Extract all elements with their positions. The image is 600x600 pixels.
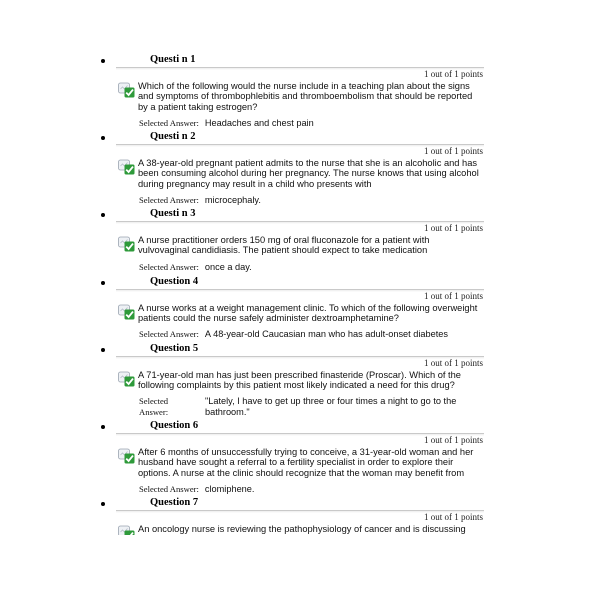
question-text: After 6 months of unsuccessfully trying to conceive, a 31-year-old woman and her husband have sought a referral to a fertility specialist in order to explore their options. A nurse at the clinic should recognize that the woman may benefit from — [138, 447, 474, 478]
selected-answer-label-line-1: Selected — [139, 396, 169, 406]
question-title: Questi n 3 — [150, 208, 196, 219]
list-bullet — [101, 348, 105, 352]
question-points: 1 out of 1 points — [423, 69, 483, 79]
question-title: Question 4 — [150, 276, 199, 287]
selected-answer-value: clomiphene. — [204, 484, 255, 494]
list-bullet — [101, 425, 105, 429]
question-title: Questi n 1 — [150, 54, 196, 65]
question-points: 1 out of 1 points — [423, 223, 483, 233]
question-text: A 71-year-old man has just been prescribed finasteride (Proscar). Which of the following complaints by this patient most likely indicated a need for this drug? — [138, 370, 461, 391]
selected-answer-value: Headaches and chest pain — [204, 118, 314, 128]
correct-check-icon — [118, 525, 136, 535]
selected-answer-label: Selected Answer: — [139, 118, 199, 128]
selected-answer-row — [139, 195, 261, 205]
correct-check-icon — [118, 371, 136, 387]
list-bullet — [101, 502, 105, 506]
selected-answer-label-line-2: Answer: — [139, 407, 169, 417]
correct-check-icon — [118, 236, 136, 252]
selected-answer-row — [139, 118, 314, 128]
question-text: A nurse practitioner orders 150 mg of oral fluconazole for a patient with vulvovaginal candidiasis. The patient should expect to take medication — [138, 235, 430, 256]
question-points: 1 out of 1 points — [423, 512, 483, 522]
list-bullet — [101, 59, 105, 63]
selected-answer-label: Selected Answer: — [139, 262, 199, 272]
correct-check-icon — [118, 159, 136, 175]
selected-answer-value: microcephaly. — [204, 195, 261, 205]
correct-check-icon — [118, 448, 136, 464]
question-title: Questi n 2 — [150, 131, 196, 142]
question-text: A nurse works at a weight management clinic. To which of the following overweight patients could the nurse safely administer dextroamphetamine? — [138, 303, 478, 324]
question-title: Question 6 — [150, 420, 199, 431]
question-text: Which of the following would the nurse include in a teaching plan about the signs and symptoms of thrombophlebitis and thromboembolism that should be reported by a patient taking estrogen? — [138, 81, 473, 112]
selected-answer-value: once a day. — [204, 262, 252, 272]
question-title: Question 5 — [150, 343, 199, 354]
question-points: 1 out of 1 points — [423, 358, 483, 368]
selected-answer-value: "Lately, I have to get up three or four times a night to go to the bathroom." — [205, 396, 457, 417]
list-bullet — [101, 281, 105, 285]
selected-answer-label: Selected Answer: — [139, 195, 199, 205]
selected-answer-value: A 48-year-old Caucasian man who has adult-onset diabetes — [204, 329, 449, 339]
question-text: A 38-year-old pregnant patient admits to the nurse that she is an alcoholic and has been consuming alcohol during her pregnancy. The nurse knows that using alcohol during pregnancy may result in a child who presents with — [138, 158, 479, 189]
selected-answer-row — [139, 262, 252, 272]
question-points: 1 out of 1 points — [423, 435, 483, 445]
question-title: Question 7 — [150, 497, 199, 508]
selected-answer-row — [139, 329, 448, 339]
correct-check-icon — [118, 304, 136, 320]
question-text: An oncology nurse is reviewing the pathophysiology of cancer and is discussing — [138, 524, 466, 534]
list-bullet — [101, 136, 105, 140]
correct-check-icon — [118, 82, 136, 98]
selected-answer-label: Selected Answer: — [139, 329, 199, 339]
list-bullet — [101, 213, 105, 217]
selected-answer-label — [139, 396, 189, 418]
question-points: 1 out of 1 points — [423, 291, 483, 301]
question-points: 1 out of 1 points — [423, 146, 483, 156]
selected-answer-row — [139, 484, 254, 494]
selected-answer-label: Selected Answer: — [139, 484, 199, 494]
